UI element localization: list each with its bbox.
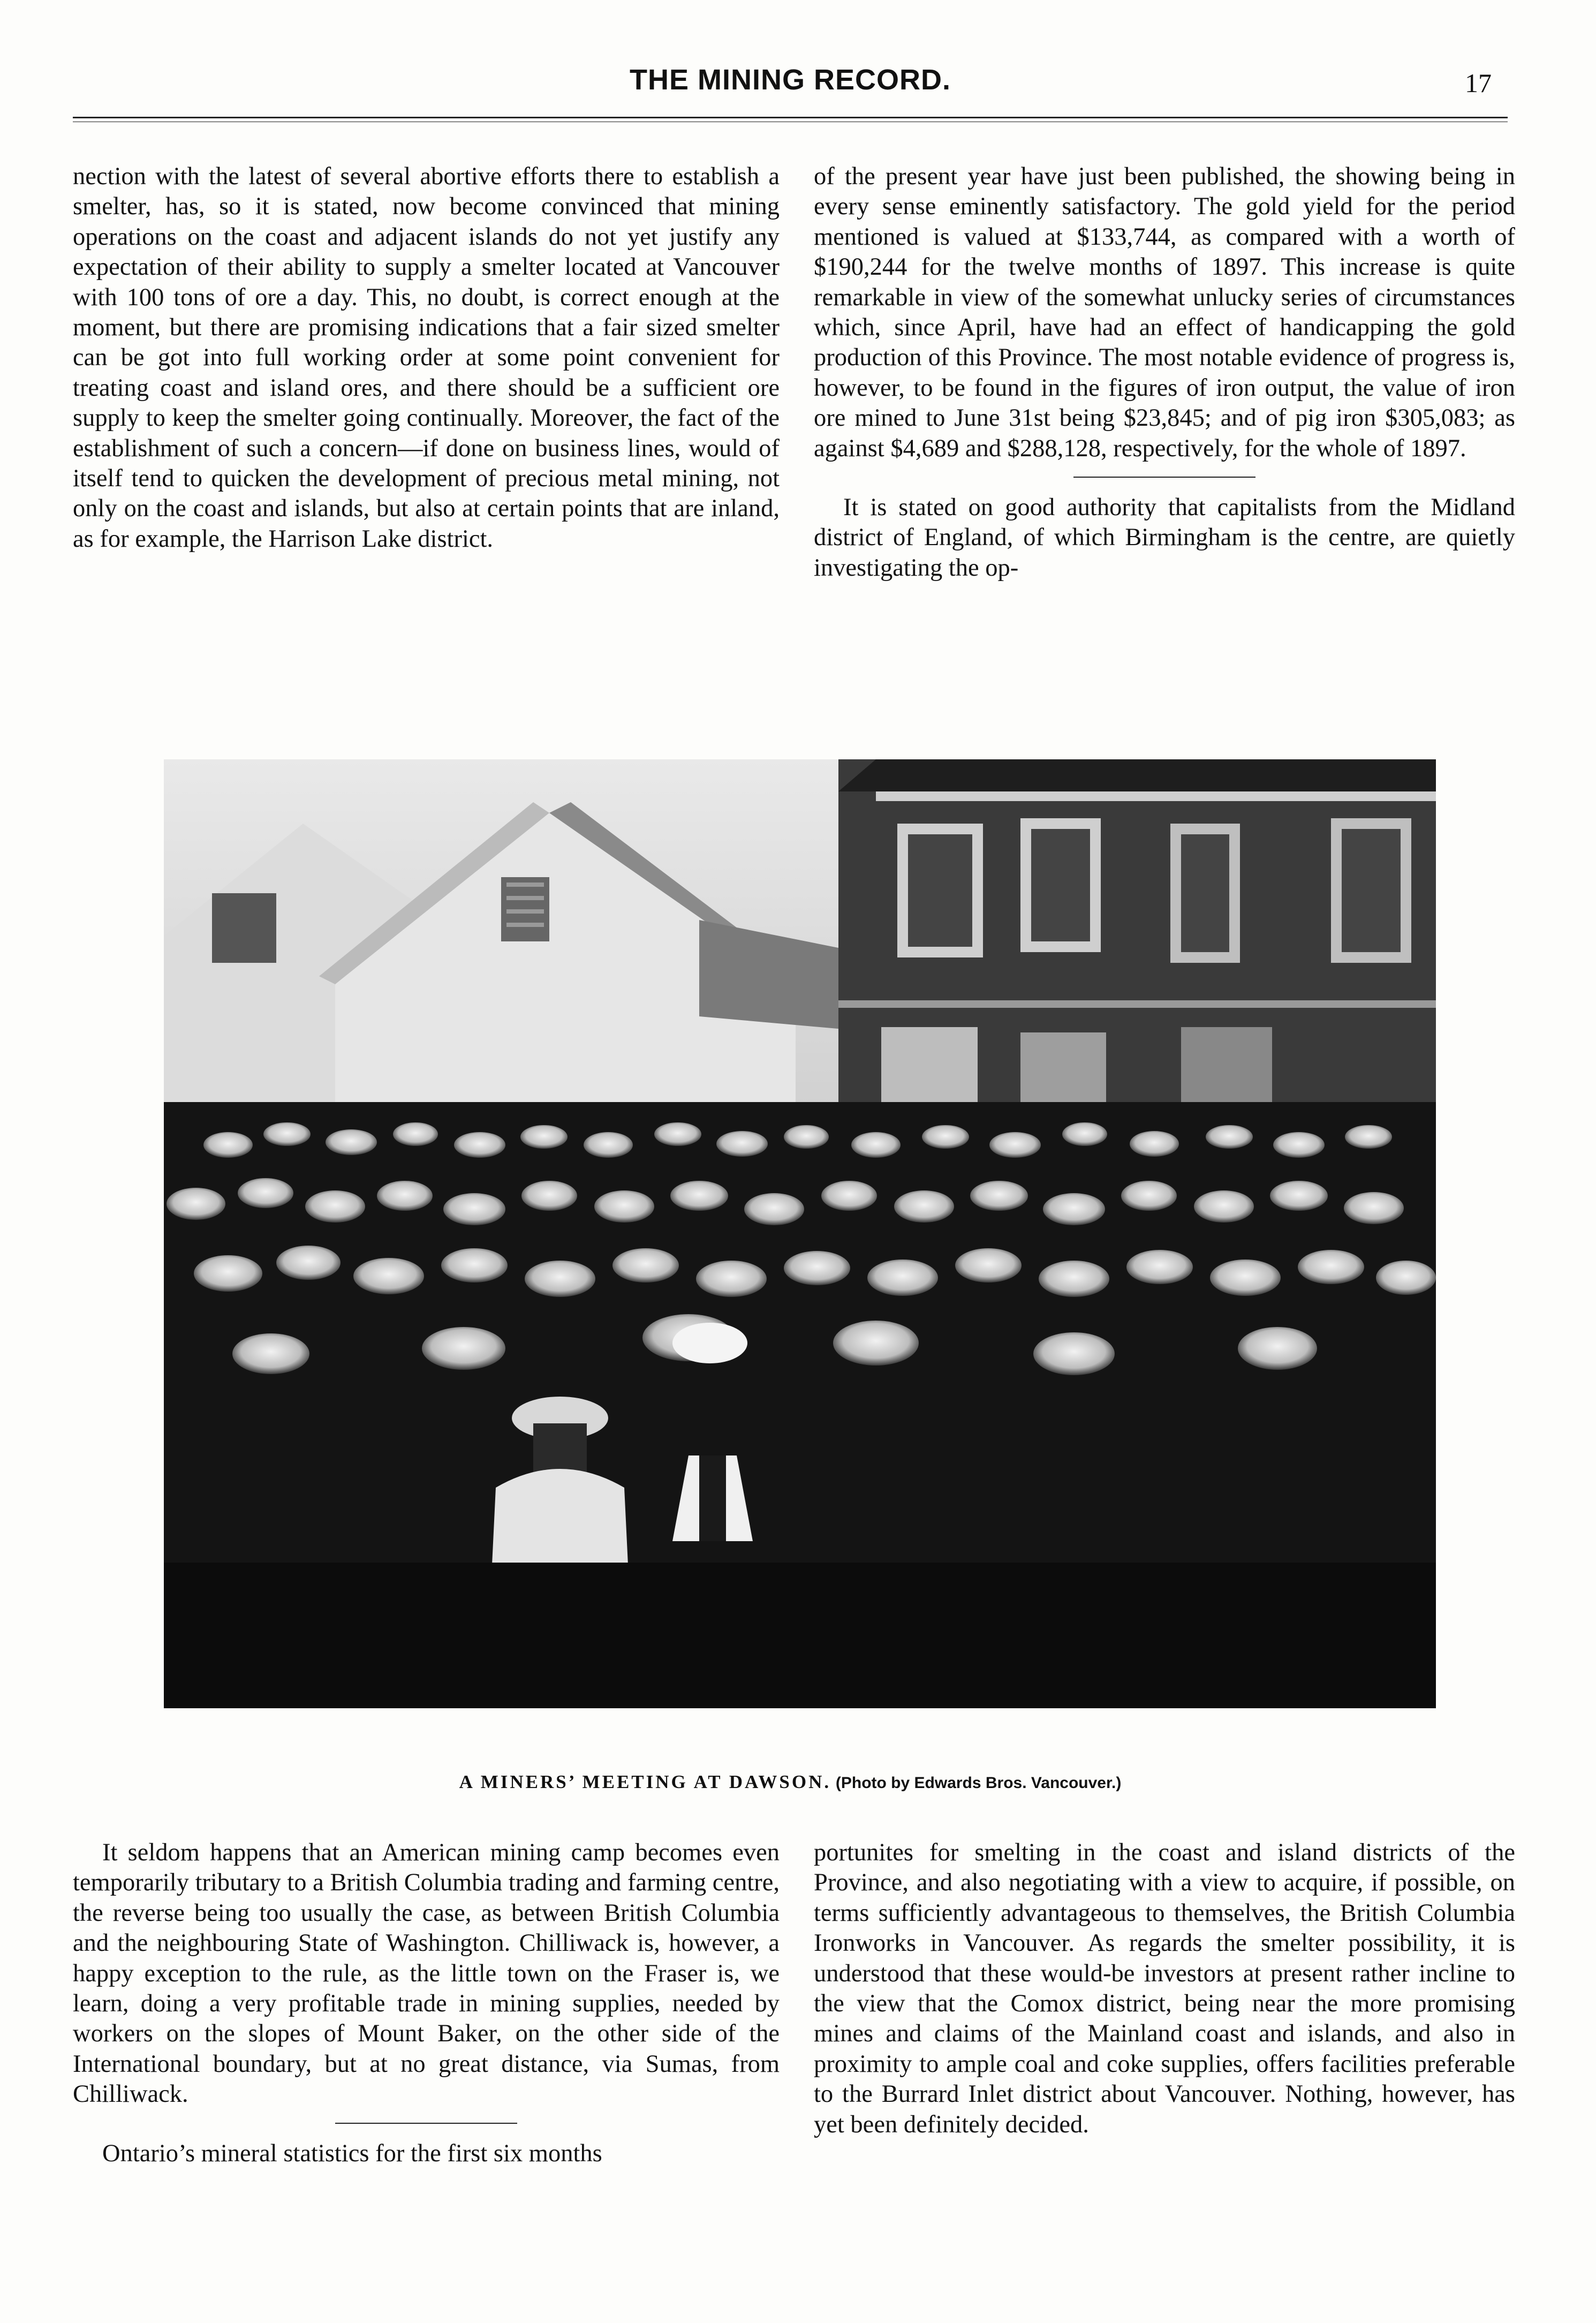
section-divider: [335, 2123, 517, 2124]
photo-illustration: [164, 759, 1436, 1708]
photo-caption: [73, 1771, 1508, 1793]
paragraph: It seldom happens that an American mining camp becomes even temporarily tributary to a British Columbia trading and farming centre, the reverse being too usually the case, as between British Columbia and the neighbouring State of Washington. Chilliwack is, however, a happy exception to the rule, as the little town on the Fraser is, we learn, doing a very profitable trade in mining supplies, needed by workers on the slopes of Mount Baker, on the other side of the International boundary, but at no great distance, via Sumas, from Chilliwack.: [73, 1839, 780, 2108]
column-bottom-right: [814, 1838, 1515, 2140]
section-divider: [1073, 477, 1255, 478]
paragraph: portunites for smelting in the coast and island districts of the Province, and also negotiating with a view to acquire, if possible, on terms sufficiently advantageous to themselves, the British Columbia Ironworks in Vancouver. As regards the smelter possibility, it is understood that these would-be investors at present rather incline to the view that the Comox district, being near the more promising mines and claims of the Mainland coast and islands, and also in proximity to ample coal and coke supplies, offers facilities preferable to the Burrard Inlet district about Vancouver. Nothing, however, has yet been definitely decided.: [814, 1839, 1515, 2138]
column-bottom-left: [73, 1838, 780, 2169]
page-number: 17: [1465, 68, 1492, 98]
publication-title: THE MINING RECORD.: [629, 64, 951, 96]
paragraph: of the present year have just been published, the showing being in every sense eminently satisfactory. The gold yield for the period mentioned is valued at $133,744, as compared with a worth of $190,244 for the twelve months of 1897. This increase is quite remarkable in view of the somewhat unlucky series of circumstances which, since April, have had an effect of handicapping the gold production of this Province. The most notable evidence of progress is, however, to be found in the figures of iron output, the value of iron ore mined to June 31st being $23,845; and of pig iron $305,083; as against $4,689 and $288,128, respectively, for the whole of 1897.: [814, 163, 1515, 462]
photograph-miners-meeting: [164, 759, 1436, 1708]
column-top-left: [73, 162, 780, 554]
column-top-right: [814, 162, 1515, 583]
page-header: [73, 63, 1508, 106]
header-rule: [73, 117, 1508, 122]
paragraph: nection with the latest of several abortive efforts there to establish a smelter, has, so it is stated, now become convinced that mining operations on the coast and adjacent islands do not yet justify any expectation of their ability to supply a smelter located at Vancouver with 100 tons of ore a day. This, no doubt, is correct enough at the moment, but there are promising indications that a fair sized smelter can be got into full working order at some point convenient for treating coast and island ores, and there should be a sufficient ore supply to keep the smelter going continually. Moreover, the fact of the establishment of such a concern—if done on business lines, would of itself tend to quicken the development of precious metal mining, not only on the coast and islands, but also at certain points that are inland, as for example, the Harrison Lake district.: [73, 163, 780, 553]
paragraph: It is stated on good authority that capitalists from the Midland district of England, of which Birmingham is the centre, are quietly investigating the op-: [814, 494, 1515, 582]
caption-title: A MINERS’ MEETING AT DAWSON.: [459, 1771, 831, 1792]
paragraph: Ontario’s mineral statistics for the first six months: [102, 2139, 602, 2167]
caption-credit: (Photo by Edwards Bros. Vancouver.): [835, 1774, 1122, 1792]
